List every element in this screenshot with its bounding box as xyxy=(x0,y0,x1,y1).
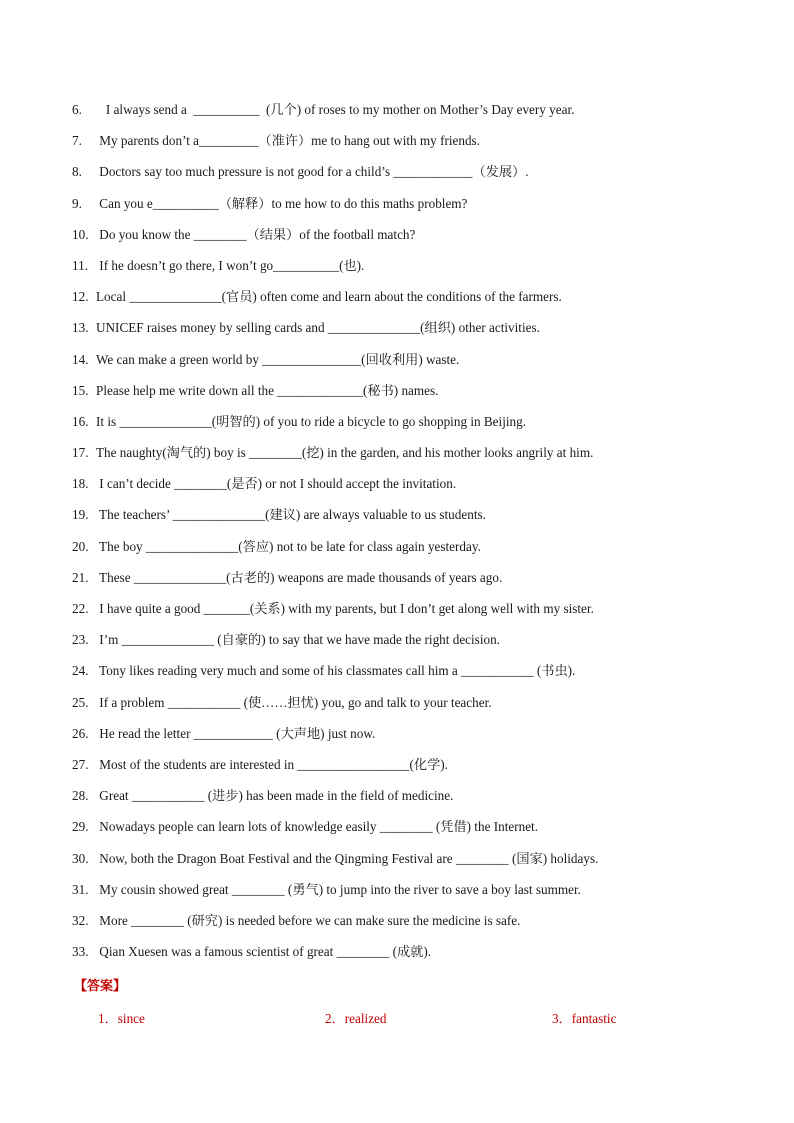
question-list xyxy=(72,100,752,973)
question-row xyxy=(72,412,752,443)
question-number: 9. xyxy=(72,195,82,211)
question-row xyxy=(72,194,752,225)
question-number: 16. xyxy=(72,413,89,429)
question-number: 15. xyxy=(72,382,89,398)
question-text: If he doesn’t go there, I won’t go__________(也). xyxy=(96,257,365,273)
question-row xyxy=(72,318,752,349)
question-row xyxy=(72,849,752,880)
question-text: Doctors say too much pressure is not good for a child’s ____________（发展）. xyxy=(96,164,529,180)
question-text: He read the letter ____________ (大声地) just now. xyxy=(96,725,376,741)
question-number: 17. xyxy=(72,445,89,461)
question-text: More ________ (研究) is needed before we can make sure the medicine is safe. xyxy=(96,912,521,928)
question-number: 33. xyxy=(72,944,89,960)
question-row xyxy=(72,381,752,412)
answer-item: 1．since xyxy=(98,1011,145,1026)
question-text: Nowadays people can learn lots of knowledge easily ________ (凭借) the Internet. xyxy=(96,819,539,835)
question-number: 13. xyxy=(72,320,89,336)
question-text: Now, both the Dragon Boat Festival and the Qingming Festival are ________ (国家) holidays. xyxy=(96,850,599,866)
question-text: These ______________(古老的) weapons are made thousands of years ago. xyxy=(96,569,503,585)
question-row xyxy=(72,599,752,630)
question-number: 10. xyxy=(72,226,89,242)
question-number: 32. xyxy=(72,912,89,928)
question-number: 19. xyxy=(72,507,89,523)
question-row xyxy=(72,443,752,474)
question-text: I always send a __________ (几个) of roses to my mother on Mother’s Day every year. xyxy=(96,102,575,117)
question-text: Great ___________ (进步) has been made in the field of medicine. xyxy=(96,788,454,804)
question-row xyxy=(72,880,752,911)
question-number: 29. xyxy=(72,819,89,835)
question-number: 20. xyxy=(72,538,89,554)
question-text: My cousin showed great ________ (勇气) to jump into the river to save a boy last summer. xyxy=(96,881,581,897)
question-text: It is ______________(明智的) of you to ride a bicycle to go shopping in Beijing. xyxy=(96,413,527,429)
question-row xyxy=(72,911,752,942)
question-row xyxy=(72,724,752,755)
question-text: I can’t decide ________(是否) or not I should accept the invitation. xyxy=(96,476,457,492)
question-number: 26. xyxy=(72,725,89,741)
question-number: 6. xyxy=(72,102,82,117)
answer-item: 3．fantastic xyxy=(552,1011,617,1026)
question-row xyxy=(72,131,752,162)
question-text: Tony likes reading very much and some of his classmates call him a ___________ (书虫). xyxy=(96,663,576,679)
answer-item: 2．realized xyxy=(325,1011,387,1026)
question-row xyxy=(72,537,752,568)
question-text: Do you know the ________（结果）of the football match? xyxy=(96,226,416,242)
question-text: I’m ______________ (自豪的) to say that we have made the right decision. xyxy=(96,632,500,648)
question-number: 8. xyxy=(72,164,82,180)
question-row xyxy=(72,100,752,131)
question-text: We can make a green world by _______________(回收利用) waste. xyxy=(96,351,460,367)
question-text: Qian Xuesen was a famous scientist of great ________ (成就). xyxy=(96,944,432,960)
question-text: The teachers’ ______________(建议) are always valuable to us students. xyxy=(96,507,486,523)
question-text: I have quite a good _______(关系) with my parents, but I don’t get along well with my sister. xyxy=(96,601,594,616)
question-number: 12. xyxy=(72,289,89,305)
question-row xyxy=(72,942,752,973)
question-row xyxy=(72,256,752,287)
question-text: The boy ______________(答应) not to be late for class again yesterday. xyxy=(96,538,481,554)
question-number: 11. xyxy=(72,257,88,273)
question-text: My parents don’t a_________（准许）me to hang out with my friends. xyxy=(96,133,480,149)
question-text: Local ______________(官员) often come and learn about the conditions of the farmers. xyxy=(96,289,562,305)
question-number: 21. xyxy=(72,569,89,585)
question-number: 23. xyxy=(72,632,89,648)
answer-heading: 【答案】 xyxy=(74,979,127,994)
question-row xyxy=(72,755,752,786)
question-number: 27. xyxy=(72,756,89,772)
question-text: Can you e__________（解释）to me how to do this maths problem? xyxy=(96,195,468,211)
question-row xyxy=(72,693,752,724)
question-row xyxy=(72,568,752,599)
question-number: 24. xyxy=(72,663,89,679)
question-number: 28. xyxy=(72,788,89,804)
question-row xyxy=(72,474,752,505)
question-number: 14. xyxy=(72,351,89,367)
question-row xyxy=(72,162,752,193)
question-text: Most of the students are interested in _________________(化学). xyxy=(96,756,448,772)
question-number: 30. xyxy=(72,850,89,866)
question-number: 31. xyxy=(72,881,89,897)
question-row xyxy=(72,817,752,848)
question-number: 25. xyxy=(72,694,89,710)
question-row xyxy=(72,287,752,318)
question-number: 7. xyxy=(72,133,82,149)
question-row xyxy=(72,786,752,817)
question-number: 18. xyxy=(72,476,89,492)
question-text: UNICEF raises money by selling cards and ______________(组织) other activities. xyxy=(96,320,540,336)
question-number: 22. xyxy=(72,601,89,616)
question-text: The naughty(淘气的) boy is ________(挖) in the garden, and his mother looks angrily at him. xyxy=(96,445,594,461)
question-row xyxy=(72,661,752,692)
question-row xyxy=(72,225,752,256)
question-text: If a problem ___________ (使……担忧) you, go and talk to your teacher. xyxy=(96,694,492,710)
question-row xyxy=(72,350,752,381)
question-row xyxy=(72,505,752,536)
question-row xyxy=(72,630,752,661)
question-text: Please help me write down all the _____________(秘书) names. xyxy=(96,382,439,398)
